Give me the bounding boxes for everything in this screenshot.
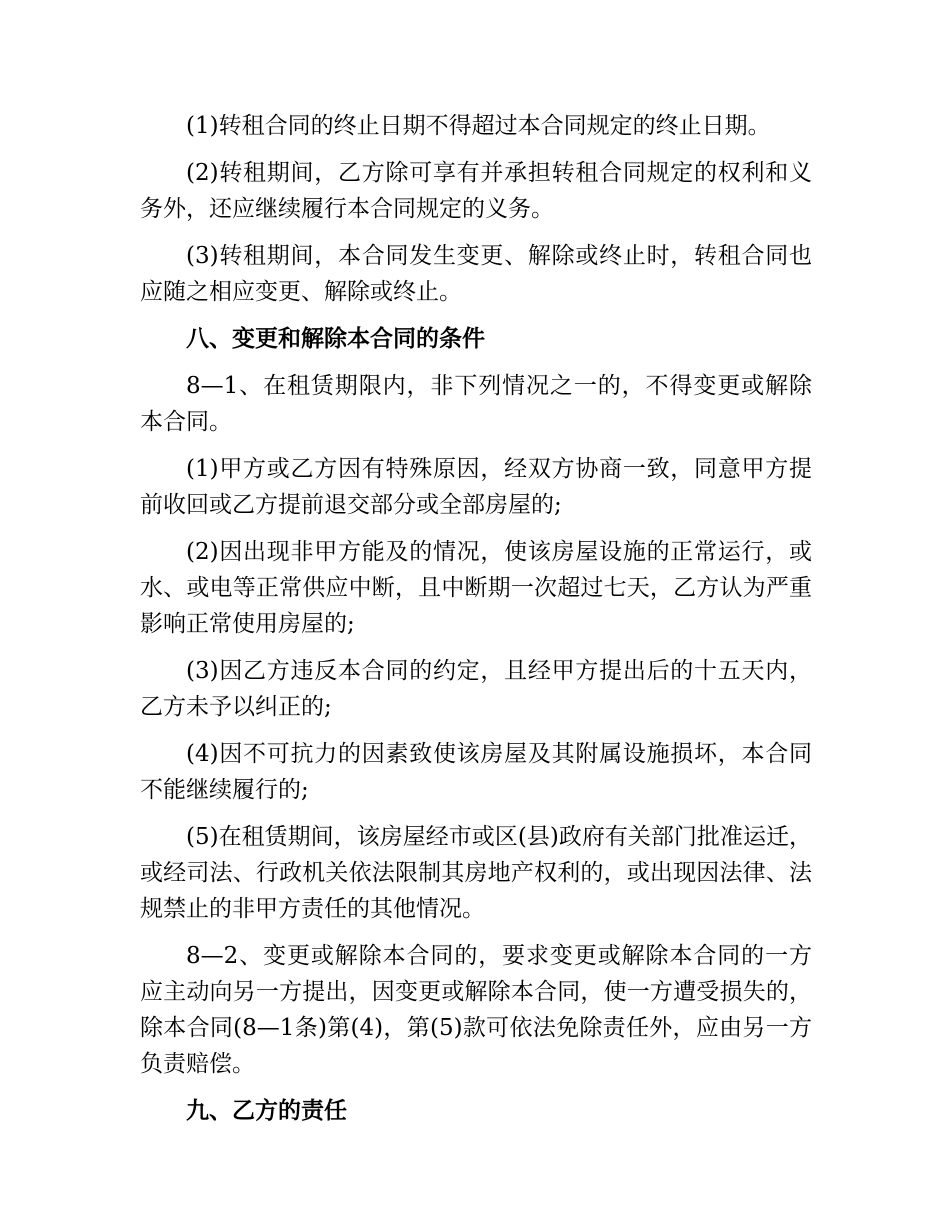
clause-paragraph: (4)因不可抗力的因素致使该房屋及其附属设施损坏，本合同不能继续履行的; <box>140 741 812 803</box>
clause-paragraph: 8—1、在租赁期限内，非下列情况之一的，不得变更或解除本合同。 <box>140 373 812 435</box>
clause-paragraph: (2)因出现非甲方能及的情况，使该房屋设施的正常运行，或水、或电等正常供应中断，且中断期一次超过七天，乙方认为严重影响正常使用房屋的; <box>140 539 812 637</box>
document-body <box>140 108 812 1140</box>
clause-paragraph: (1)转租合同的终止日期不得超过本合同规定的终止日期。 <box>186 113 771 139</box>
clause-paragraph: (3)转租期间，本合同发生变更、解除或终止时，转租合同也应随之相应变更、解除或终止。 <box>140 243 812 305</box>
clause-paragraph: (1)甲方或乙方因有特殊原因，经双方协商一致，同意甲方提前收回或乙方提前退交部分或全部房屋的; <box>140 456 812 518</box>
clause-paragraph: (2)转租期间，乙方除可享有并承担转租合同规定的权利和义务外，还应继续履行本合同规定的义务。 <box>140 160 812 222</box>
section-heading: 八、变更和解除本合同的条件 <box>186 326 485 352</box>
section-heading: 九、乙方的责任 <box>186 1098 347 1124</box>
clause-paragraph: 8—2、变更或解除本合同的，要求变更或解除本合同的一方应主动向另一方提出，因变更或解除本合同，使一方遭受损失的，除本合同(8—1条)第(4)，第(5)款可依法免除责任外，应由另一方负责赔偿。 <box>140 943 812 1077</box>
clause-paragraph: (3)因乙方违反本合同的约定，且经甲方提出后的十五天内，乙方未予以纠正的; <box>140 658 812 720</box>
clause-paragraph: (5)在租赁期间，该房屋经市或区(县)政府有关部门批准运迁，或经司法、行政机关依法限制其房地产权利的，或出现因法律、法规禁止的非甲方责任的其他情况。 <box>140 824 812 922</box>
